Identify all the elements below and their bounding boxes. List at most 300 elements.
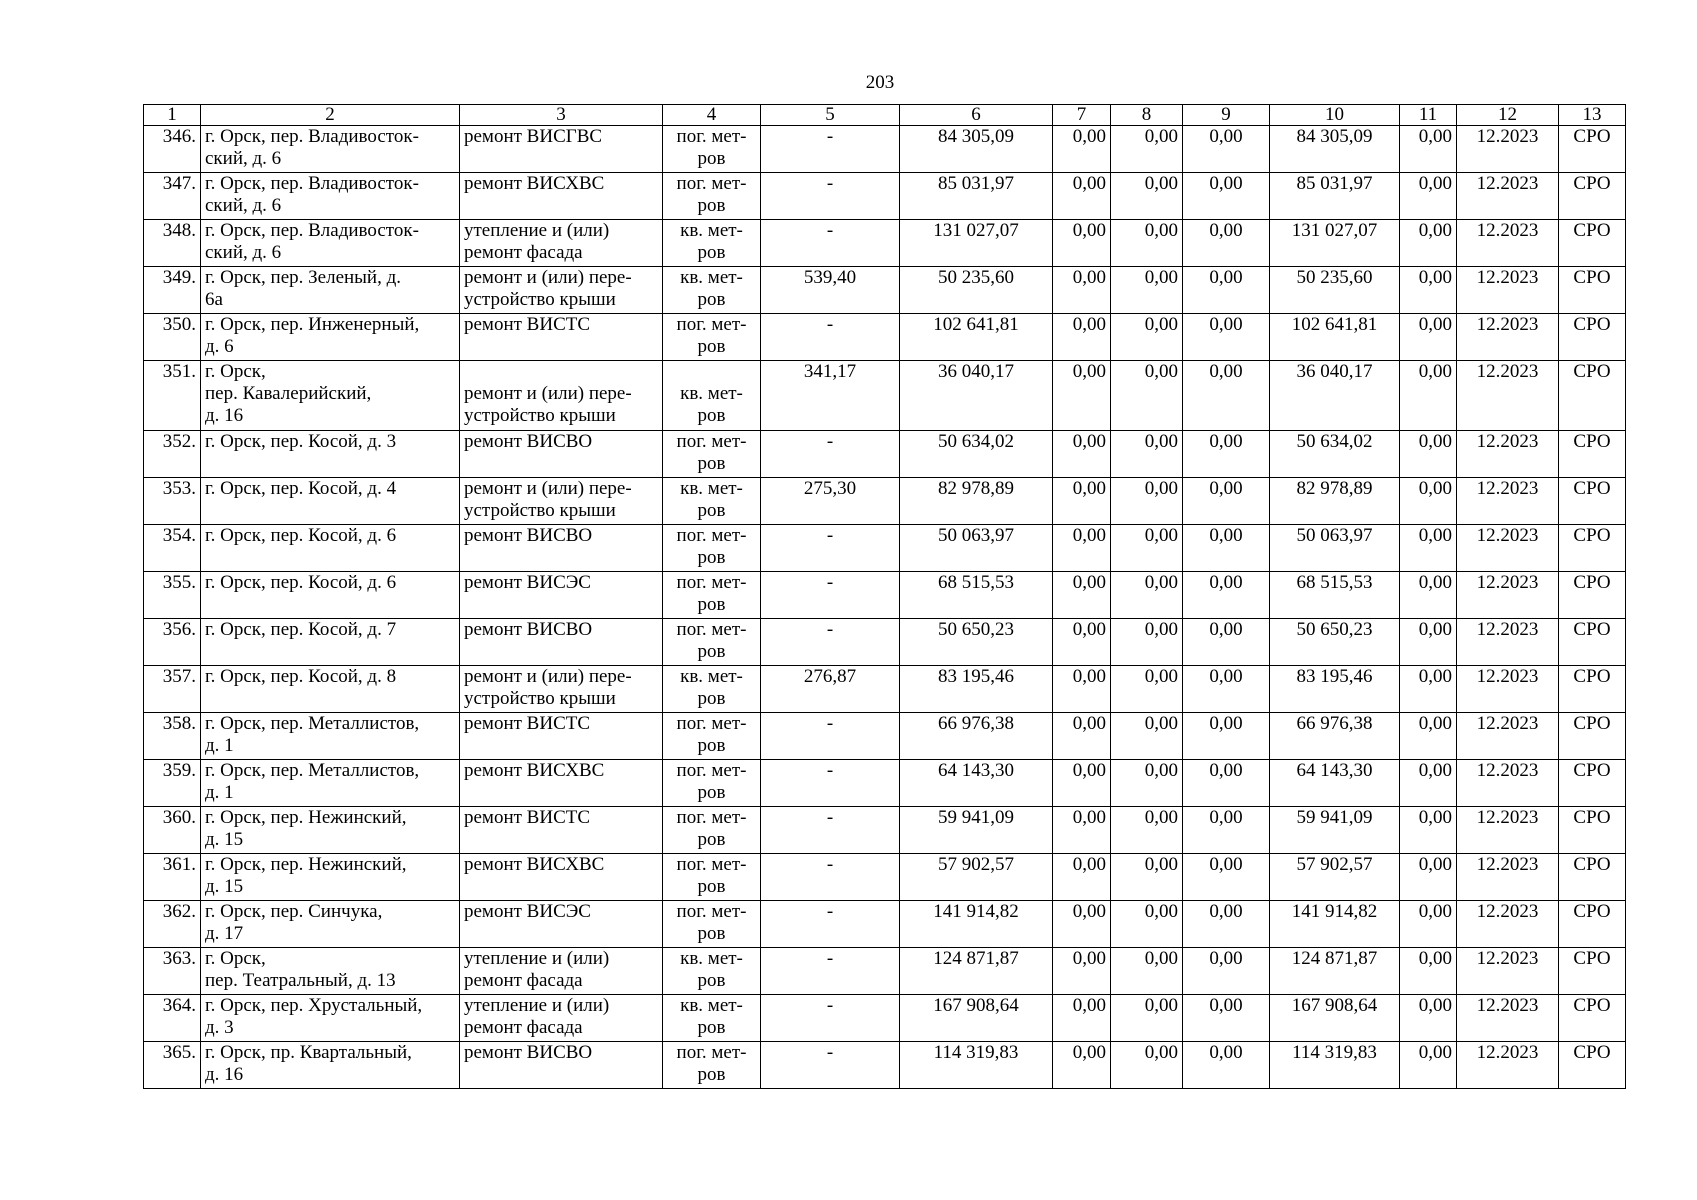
col8-cell: 0,00 [1111, 807, 1183, 854]
unit-cell [663, 713, 761, 760]
col10-cell: 36 040,17 [1270, 361, 1400, 431]
cost-total-cell: 114 319,83 [900, 1042, 1053, 1089]
col8-cell: 0,00 [1111, 431, 1183, 478]
col9-cell: 0,00 [1183, 713, 1270, 760]
col8-cell: 0,00 [1111, 173, 1183, 220]
source-cell: СРО [1559, 619, 1626, 666]
col7-cell: 0,00 [1053, 173, 1111, 220]
row-number-cell: 352. [144, 431, 201, 478]
address-line: 6а [205, 289, 223, 310]
unit-cell [663, 173, 761, 220]
col9-cell: 0,00 [1183, 854, 1270, 901]
col9-cell: 0,00 [1183, 478, 1270, 525]
unit-line: ров [697, 641, 726, 662]
date-cell: 12.2023 [1457, 666, 1559, 713]
address-line: д. 1 [205, 735, 234, 756]
date-cell: 12.2023 [1457, 267, 1559, 314]
address-line: г. Орск, пер. Косой, д. 4 [205, 478, 397, 499]
column-header: 3 [460, 105, 663, 126]
address-line: д. 3 [205, 1017, 234, 1038]
date-cell: 12.2023 [1457, 361, 1559, 431]
col8-cell: 0,00 [1111, 572, 1183, 619]
work-type-cell [460, 173, 663, 220]
col11-cell: 0,00 [1400, 1042, 1457, 1089]
date-cell: 12.2023 [1457, 619, 1559, 666]
row-number-cell: 350. [144, 314, 201, 361]
address-line: г. Орск, пер. Хрустальный, [205, 995, 423, 1016]
col8-cell: 0,00 [1111, 854, 1183, 901]
unit-line: пог. мет- [676, 807, 747, 828]
work-type-line: ремонт ВИСГВС [464, 126, 603, 147]
table-row [144, 666, 1626, 713]
source-cell: СРО [1559, 361, 1626, 431]
col10-cell: 59 941,09 [1270, 807, 1400, 854]
unit-cell [663, 220, 761, 267]
work-type-line: ремонт и (или) пере- [464, 267, 632, 288]
work-type-line: ремонт фасада [464, 1017, 583, 1038]
col9-cell: 0,00 [1183, 314, 1270, 361]
col10-cell: 50 235,60 [1270, 267, 1400, 314]
column-header: 10 [1270, 105, 1400, 126]
unit-line: ров [697, 500, 726, 521]
col11-cell: 0,00 [1400, 760, 1457, 807]
col8-cell: 0,00 [1111, 361, 1183, 431]
work-type-cell [460, 995, 663, 1042]
address-cell [201, 220, 460, 267]
col10-cell: 141 914,82 [1270, 901, 1400, 948]
col7-cell: 0,00 [1053, 220, 1111, 267]
cost-total-cell: 131 027,07 [900, 220, 1053, 267]
col10-cell: 114 319,83 [1270, 1042, 1400, 1089]
work-type-line: ремонт ВИСТС [464, 314, 591, 335]
work-type-line: устройство крыши [464, 405, 616, 426]
address-cell [201, 901, 460, 948]
col10-cell: 167 908,64 [1270, 995, 1400, 1042]
unit-line: пог. мет- [676, 126, 747, 147]
address-line: ский, д. 6 [205, 148, 282, 169]
col7-cell: 0,00 [1053, 525, 1111, 572]
date-cell: 12.2023 [1457, 854, 1559, 901]
col7-cell: 0,00 [1053, 760, 1111, 807]
col11-cell: 0,00 [1400, 619, 1457, 666]
cost-total-cell: 50 235,60 [900, 267, 1053, 314]
address-line: г. Орск, пер. Косой, д. 7 [205, 619, 397, 640]
unit-line: ров [697, 405, 726, 426]
address-line: д. 16 [205, 1064, 244, 1085]
source-cell: СРО [1559, 126, 1626, 173]
work-type-line: ремонт ВИСЭС [464, 901, 591, 922]
cost-total-cell: 50 063,97 [900, 525, 1053, 572]
work-type-cell [460, 948, 663, 995]
column-header: 12 [1457, 105, 1559, 126]
address-line: г. Орск, пер. Владивосток- [205, 220, 419, 241]
address-line: г. Орск, пер. Косой, д. 8 [205, 666, 397, 687]
work-type-cell [460, 361, 663, 431]
col8-cell: 0,00 [1111, 948, 1183, 995]
date-cell: 12.2023 [1457, 314, 1559, 361]
col11-cell: 0,00 [1400, 431, 1457, 478]
work-type-line: утепление и (или) [464, 948, 610, 969]
work-type-cell [460, 220, 663, 267]
col10-cell: 57 902,57 [1270, 854, 1400, 901]
col8-cell: 0,00 [1111, 478, 1183, 525]
col8-cell: 0,00 [1111, 995, 1183, 1042]
unit-line: кв. мет- [680, 478, 743, 499]
col7-cell: 0,00 [1053, 807, 1111, 854]
volume-cell: - [761, 314, 900, 361]
cost-total-cell: 50 634,02 [900, 431, 1053, 478]
table-row [144, 619, 1626, 666]
unit-line: кв. мет- [680, 666, 743, 687]
col11-cell: 0,00 [1400, 126, 1457, 173]
col11-cell: 0,00 [1400, 572, 1457, 619]
source-cell: СРО [1559, 760, 1626, 807]
table-row [144, 901, 1626, 948]
date-cell: 12.2023 [1457, 478, 1559, 525]
column-header: 1 [144, 105, 201, 126]
volume-cell: - [761, 995, 900, 1042]
unit-line: ров [697, 688, 726, 709]
row-number-cell: 354. [144, 525, 201, 572]
col11-cell: 0,00 [1400, 666, 1457, 713]
table-row [144, 126, 1626, 173]
work-type-line: ремонт и (или) пере- [464, 666, 632, 687]
row-number-cell: 360. [144, 807, 201, 854]
col10-cell: 50 063,97 [1270, 525, 1400, 572]
unit-line: кв. мет- [680, 220, 743, 241]
header-row [144, 105, 1626, 126]
col7-cell: 0,00 [1053, 267, 1111, 314]
address-line: г. Орск, пер. Металлистов, [205, 760, 420, 781]
date-cell: 12.2023 [1457, 126, 1559, 173]
column-header: 5 [761, 105, 900, 126]
col7-cell: 0,00 [1053, 995, 1111, 1042]
work-type-line: устройство крыши [464, 688, 616, 709]
table-row [144, 173, 1626, 220]
volume-cell: - [761, 126, 900, 173]
work-type-line: ремонт ВИСЭС [464, 572, 591, 593]
col10-cell: 68 515,53 [1270, 572, 1400, 619]
row-number-cell: 347. [144, 173, 201, 220]
cost-total-cell: 84 305,09 [900, 126, 1053, 173]
work-type-cell [460, 525, 663, 572]
address-line: д. 15 [205, 829, 244, 850]
unit-line: ров [697, 594, 726, 615]
col11-cell: 0,00 [1400, 713, 1457, 760]
cost-total-cell: 57 902,57 [900, 854, 1053, 901]
work-type-line: ремонт ВИСВО [464, 1042, 593, 1063]
table-row [144, 1042, 1626, 1089]
source-cell: СРО [1559, 1042, 1626, 1089]
col9-cell: 0,00 [1183, 126, 1270, 173]
col7-cell: 0,00 [1053, 126, 1111, 173]
col10-cell: 102 641,81 [1270, 314, 1400, 361]
cost-total-cell: 50 650,23 [900, 619, 1053, 666]
source-cell: СРО [1559, 314, 1626, 361]
source-cell: СРО [1559, 572, 1626, 619]
work-type-cell [460, 478, 663, 525]
unit-line: ров [697, 336, 726, 357]
source-cell: СРО [1559, 948, 1626, 995]
source-cell: СРО [1559, 807, 1626, 854]
cost-total-cell: 66 976,38 [900, 713, 1053, 760]
source-cell: СРО [1559, 220, 1626, 267]
source-cell: СРО [1559, 267, 1626, 314]
work-type-line [464, 361, 658, 383]
cost-total-cell: 85 031,97 [900, 173, 1053, 220]
cost-total-cell: 83 195,46 [900, 666, 1053, 713]
address-cell [201, 807, 460, 854]
source-cell: СРО [1559, 478, 1626, 525]
capital-repair-table [143, 104, 1626, 1089]
col9-cell: 0,00 [1183, 431, 1270, 478]
work-type-cell [460, 1042, 663, 1089]
date-cell: 12.2023 [1457, 431, 1559, 478]
work-type-line: ремонт и (или) пере- [464, 478, 632, 499]
work-type-line: ремонт фасада [464, 242, 583, 263]
col9-cell: 0,00 [1183, 807, 1270, 854]
date-cell: 12.2023 [1457, 173, 1559, 220]
volume-cell: 341,17 [761, 361, 900, 431]
unit-line: ров [697, 453, 726, 474]
unit-line: ров [697, 289, 726, 310]
unit-line: кв. мет- [680, 267, 743, 288]
work-type-line: утепление и (или) [464, 220, 610, 241]
table-row [144, 760, 1626, 807]
col8-cell: 0,00 [1111, 314, 1183, 361]
source-cell: СРО [1559, 431, 1626, 478]
work-type-cell [460, 314, 663, 361]
col8-cell: 0,00 [1111, 760, 1183, 807]
address-line: ский, д. 6 [205, 195, 282, 216]
address-cell [201, 995, 460, 1042]
col7-cell: 0,00 [1053, 713, 1111, 760]
col9-cell: 0,00 [1183, 666, 1270, 713]
unit-cell [663, 666, 761, 713]
col8-cell: 0,00 [1111, 619, 1183, 666]
volume-cell: 276,87 [761, 666, 900, 713]
volume-cell: - [761, 948, 900, 995]
address-line: пер. Кавалерийский, [205, 383, 372, 404]
col11-cell: 0,00 [1400, 267, 1457, 314]
work-type-cell [460, 666, 663, 713]
address-line: г. Орск, пер. Владивосток- [205, 126, 419, 147]
volume-cell: - [761, 619, 900, 666]
col10-cell: 82 978,89 [1270, 478, 1400, 525]
work-type-cell [460, 572, 663, 619]
table-row [144, 267, 1626, 314]
address-cell [201, 1042, 460, 1089]
volume-cell: - [761, 807, 900, 854]
work-type-cell [460, 807, 663, 854]
volume-cell: 539,40 [761, 267, 900, 314]
col9-cell: 0,00 [1183, 760, 1270, 807]
row-number-cell: 357. [144, 666, 201, 713]
column-header: 7 [1053, 105, 1111, 126]
work-type-line: ремонт и (или) пере- [464, 383, 632, 404]
address-cell [201, 314, 460, 361]
col7-cell: 0,00 [1053, 572, 1111, 619]
row-number-cell: 362. [144, 901, 201, 948]
unit-cell [663, 361, 761, 431]
unit-cell [663, 901, 761, 948]
address-line: г. Орск, пер. Косой, д. 6 [205, 525, 397, 546]
unit-line: пог. мет- [676, 854, 747, 875]
work-type-line: ремонт ВИСХВС [464, 760, 605, 781]
row-number-cell: 346. [144, 126, 201, 173]
work-type-cell [460, 854, 663, 901]
unit-cell [663, 807, 761, 854]
unit-cell [663, 995, 761, 1042]
unit-cell [663, 525, 761, 572]
source-cell: СРО [1559, 666, 1626, 713]
unit-line: пог. мет- [676, 619, 747, 640]
cost-total-cell: 141 914,82 [900, 901, 1053, 948]
address-cell [201, 619, 460, 666]
col7-cell: 0,00 [1053, 1042, 1111, 1089]
address-cell [201, 854, 460, 901]
address-cell [201, 267, 460, 314]
unit-line: пог. мет- [676, 1042, 747, 1063]
volume-cell: - [761, 760, 900, 807]
date-cell: 12.2023 [1457, 901, 1559, 948]
col11-cell: 0,00 [1400, 854, 1457, 901]
cost-total-cell: 59 941,09 [900, 807, 1053, 854]
address-line: д. 15 [205, 876, 244, 897]
unit-line: пог. мет- [676, 314, 747, 335]
date-cell: 12.2023 [1457, 760, 1559, 807]
col9-cell: 0,00 [1183, 173, 1270, 220]
col7-cell: 0,00 [1053, 431, 1111, 478]
volume-cell: - [761, 713, 900, 760]
address-line: д. 17 [205, 923, 244, 944]
col9-cell: 0,00 [1183, 948, 1270, 995]
unit-line: пог. мет- [676, 901, 747, 922]
unit-line: пог. мет- [676, 713, 747, 734]
col8-cell: 0,00 [1111, 901, 1183, 948]
row-number-cell: 365. [144, 1042, 201, 1089]
work-type-cell [460, 619, 663, 666]
volume-cell: - [761, 173, 900, 220]
address-line: г. Орск, пер. Инженерный, [205, 314, 420, 335]
column-header: 2 [201, 105, 460, 126]
unit-line: пог. мет- [676, 431, 747, 452]
unit-line: ров [697, 195, 726, 216]
col11-cell: 0,00 [1400, 173, 1457, 220]
col11-cell: 0,00 [1400, 361, 1457, 431]
unit-line: ров [697, 923, 726, 944]
row-number-cell: 356. [144, 619, 201, 666]
date-cell: 12.2023 [1457, 995, 1559, 1042]
column-header: 9 [1183, 105, 1270, 126]
col11-cell: 0,00 [1400, 948, 1457, 995]
col7-cell: 0,00 [1053, 854, 1111, 901]
column-header: 13 [1559, 105, 1626, 126]
address-cell [201, 525, 460, 572]
address-line: г. Орск, пер. Косой, д. 6 [205, 572, 397, 593]
col7-cell: 0,00 [1053, 314, 1111, 361]
address-line: г. Орск, пр. Квартальный, [205, 1042, 412, 1063]
address-line: г. Орск, пер. Металлистов, [205, 713, 420, 734]
unit-cell [663, 1042, 761, 1089]
unit-line: пог. мет- [676, 173, 747, 194]
address-cell [201, 431, 460, 478]
col7-cell: 0,00 [1053, 478, 1111, 525]
cost-total-cell: 102 641,81 [900, 314, 1053, 361]
unit-line: кв. мет- [680, 948, 743, 969]
date-cell: 12.2023 [1457, 572, 1559, 619]
row-number-cell: 349. [144, 267, 201, 314]
work-type-cell [460, 901, 663, 948]
col9-cell: 0,00 [1183, 1042, 1270, 1089]
source-cell: СРО [1559, 995, 1626, 1042]
row-number-cell: 364. [144, 995, 201, 1042]
col10-cell: 131 027,07 [1270, 220, 1400, 267]
address-cell [201, 173, 460, 220]
unit-cell [663, 572, 761, 619]
address-line: г. Орск, пер. Владивосток- [205, 173, 419, 194]
col11-cell: 0,00 [1400, 525, 1457, 572]
col7-cell: 0,00 [1053, 666, 1111, 713]
column-header: 4 [663, 105, 761, 126]
col11-cell: 0,00 [1400, 478, 1457, 525]
cost-total-cell: 64 143,30 [900, 760, 1053, 807]
volume-cell: - [761, 220, 900, 267]
col8-cell: 0,00 [1111, 525, 1183, 572]
unit-line: кв. мет- [680, 383, 743, 404]
unit-line: ров [697, 970, 726, 991]
cost-total-cell: 68 515,53 [900, 572, 1053, 619]
table-row [144, 525, 1626, 572]
table-row [144, 854, 1626, 901]
table-row [144, 220, 1626, 267]
cost-total-cell: 167 908,64 [900, 995, 1053, 1042]
source-cell: СРО [1559, 713, 1626, 760]
volume-cell: - [761, 431, 900, 478]
col9-cell: 0,00 [1183, 525, 1270, 572]
unit-line: пог. мет- [676, 572, 747, 593]
source-cell: СРО [1559, 854, 1626, 901]
volume-cell: - [761, 1042, 900, 1089]
col8-cell: 0,00 [1111, 267, 1183, 314]
row-number-cell: 351. [144, 361, 201, 431]
col10-cell: 64 143,30 [1270, 760, 1400, 807]
unit-line [667, 361, 756, 383]
unit-line: ров [697, 242, 726, 263]
work-type-line: ремонт ВИСХВС [464, 854, 605, 875]
unit-line: ров [697, 148, 726, 169]
unit-cell [663, 948, 761, 995]
table-row [144, 431, 1626, 478]
col7-cell: 0,00 [1053, 948, 1111, 995]
date-cell: 12.2023 [1457, 525, 1559, 572]
address-cell [201, 760, 460, 807]
col10-cell: 85 031,97 [1270, 173, 1400, 220]
work-type-cell [460, 267, 663, 314]
col11-cell: 0,00 [1400, 220, 1457, 267]
col10-cell: 50 634,02 [1270, 431, 1400, 478]
work-type-cell [460, 760, 663, 807]
address-cell [201, 572, 460, 619]
work-type-line: утепление и (или) [464, 995, 610, 1016]
unit-line: ров [697, 782, 726, 803]
col10-cell: 124 871,87 [1270, 948, 1400, 995]
col9-cell: 0,00 [1183, 220, 1270, 267]
work-type-line: ремонт ВИСВО [464, 525, 593, 546]
address-line: г. Орск, пер. Нежинский, [205, 854, 407, 875]
table-row [144, 572, 1626, 619]
work-type-line: ремонт ВИСХВС [464, 173, 605, 194]
